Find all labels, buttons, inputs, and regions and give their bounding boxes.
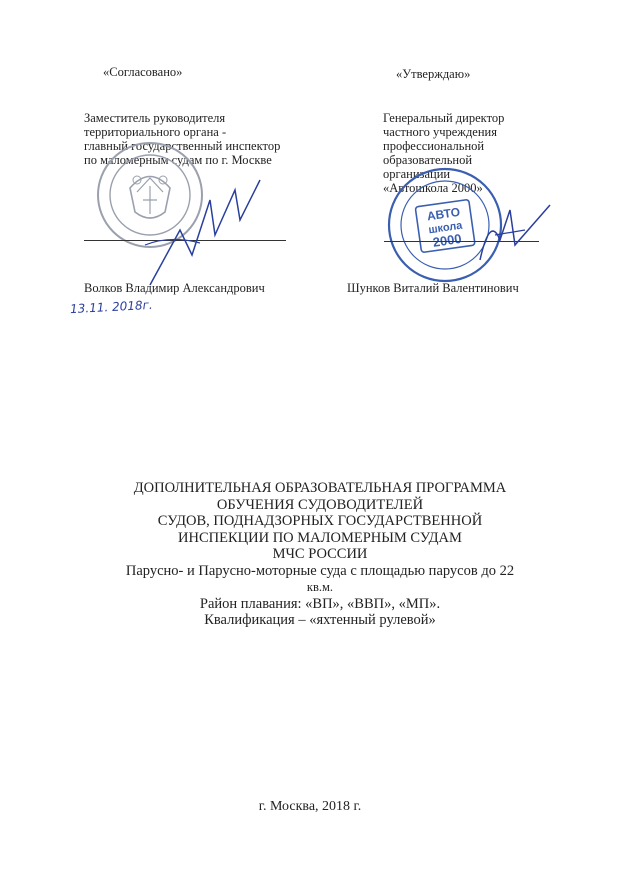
right-position-line: частного учреждения: [383, 125, 497, 139]
right-position-line: Генеральный директор: [383, 111, 505, 125]
title-line: ИНСПЕКЦИИ ПО МАЛОМЕРНЫМ СУДАМ: [178, 529, 462, 546]
right-approval-heading: «Утверждаю»: [396, 67, 471, 81]
title-line: Район плавания: «ВП», «ВВП», «МП».: [199, 595, 441, 612]
left-position-line: главный государственный инспектор: [84, 139, 281, 153]
svg-text:2000: 2000: [431, 230, 463, 250]
left-position-line: по маломерным судам по г. Москве: [84, 153, 272, 167]
left-position-line: Заместитель руководителя: [84, 111, 226, 125]
right-position-line: организации: [383, 167, 451, 181]
title-line: СУДОВ, ПОДНАДЗОРНЫХ ГОСУДАРСТВЕННОЙ: [157, 513, 483, 529]
title-line: ОБУЧЕНИЯ СУДОВОДИТЕЛЕЙ: [216, 496, 424, 513]
left-approval-heading: «Согласовано»: [103, 65, 183, 79]
right-position-line: образовательной: [383, 153, 473, 167]
right-position-line: «Автошкола 2000»: [383, 181, 483, 195]
city-year: г. Москва, 2018 г.: [258, 799, 362, 814]
program-title: [60, 480, 580, 629]
svg-text:школа: школа: [427, 219, 464, 237]
left-position-line: территориального органа -: [84, 125, 227, 139]
right-signatory-name: Шунков Виталий Валентинович: [347, 281, 519, 295]
svg-text:АВТО: АВТО: [426, 204, 461, 224]
title-line: МЧС РОССИИ: [272, 546, 368, 562]
right-position-line: профессиональной: [383, 139, 485, 153]
left-signature-icon: [140, 175, 270, 290]
left-signatory-name: Волков Владимир Александрович: [84, 281, 265, 295]
handwritten-date: 13.11. 2018г.: [69, 297, 153, 317]
title-line: кв.м.: [306, 580, 334, 594]
right-signature-icon: [470, 195, 555, 270]
title-line: Квалификация – «яхтенный рулевой»: [204, 612, 436, 628]
title-line: Парусно- и Парусно-моторные суда с площадью парусов до 22: [125, 562, 515, 579]
title-line: ДОПОЛНИТЕЛЬНАЯ ОБРАЗОВАТЕЛЬНАЯ ПРОГРАММА: [133, 480, 507, 496]
